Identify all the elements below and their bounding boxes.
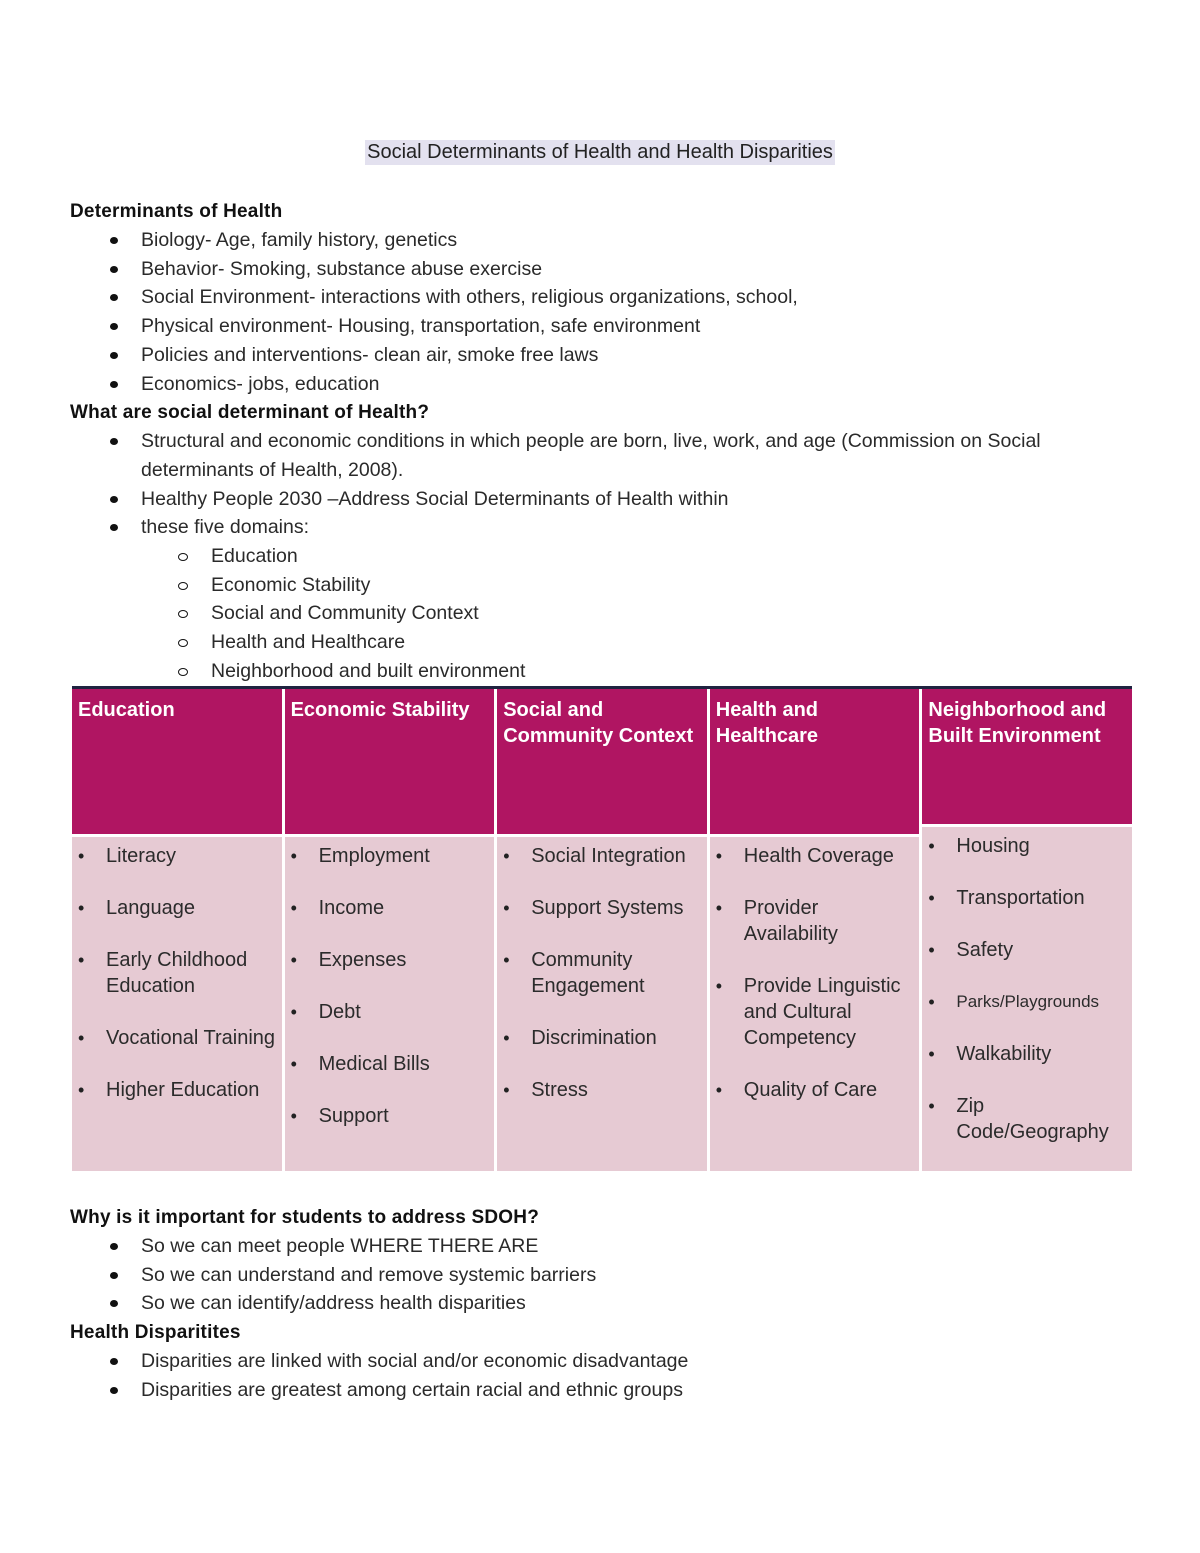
table-item: • Medical Bills xyxy=(289,1051,491,1077)
table-item: • Language xyxy=(76,895,278,921)
list-item: Health and Healthcare xyxy=(70,628,1140,657)
column-body xyxy=(922,827,1132,1171)
table-item: • Health Coverage xyxy=(714,843,916,869)
list-item: Behavior- Smoking, substance abuse exercise xyxy=(70,255,1140,284)
list-item: Neighborhood and built environment xyxy=(70,657,1140,686)
table-item: • Employment xyxy=(289,843,491,869)
list-item: these five domains: xyxy=(70,513,1140,542)
list-item: Economic Stability xyxy=(70,571,1140,600)
table-item: • Higher Education xyxy=(76,1077,278,1103)
list-item: Education xyxy=(70,542,1140,571)
list-item: Policies and interventions- clean air, smoke free laws xyxy=(70,341,1140,370)
list-item: Biology- Age, family history, genetics xyxy=(70,226,1140,255)
bullet-list xyxy=(70,427,1140,542)
determinants-section xyxy=(70,197,1140,686)
list-item: Disparities are linked with social and/or economic disadvantage xyxy=(70,1347,1140,1376)
column-header: Health and Healthcare xyxy=(710,689,920,834)
column-economic-stability xyxy=(285,689,495,1171)
section-heading: What are social determinant of Health? xyxy=(70,402,430,424)
table-item: • Literacy xyxy=(76,843,278,869)
bullet-list xyxy=(70,1232,1140,1318)
column-body xyxy=(285,837,495,1171)
page-title: Social Determinants of Health and Health Disparities xyxy=(367,141,833,163)
column-body xyxy=(497,837,707,1171)
table-item: • Provide Linguistic and Cultural Competency xyxy=(714,973,916,1051)
list-item: Disparities are greatest among certain racial and ethnic groups xyxy=(70,1376,1140,1405)
table-item: • Zip Code/Geography xyxy=(926,1093,1128,1145)
table-item: • Discrimination xyxy=(501,1025,703,1051)
table-item: • Parks/Playgrounds xyxy=(926,989,1128,1015)
table-item: • Transportation xyxy=(926,885,1128,911)
table-item: • Early Childhood Education xyxy=(76,947,278,999)
list-item: Social and Community Context xyxy=(70,599,1140,628)
column-body xyxy=(710,837,920,1171)
table-item: • Expenses xyxy=(289,947,491,973)
list-item: Physical environment- Housing, transportation, safe environment xyxy=(70,312,1140,341)
table-item: • Housing xyxy=(926,833,1128,859)
sdoh-table xyxy=(72,686,1132,1171)
table-item: • Community Engagement xyxy=(501,947,703,999)
table-item: • Provider Availability xyxy=(714,895,916,947)
list-item: Healthy People 2030 –Address Social Determinants of Health within xyxy=(70,485,1140,514)
column-education xyxy=(72,689,282,1171)
table-item: • Stress xyxy=(501,1077,703,1103)
section-heading: Why is it important for students to address SDOH? xyxy=(70,1207,540,1228)
table-item: • Vocational Training xyxy=(76,1025,278,1051)
list-item: So we can understand and remove systemic barriers xyxy=(70,1261,1140,1290)
table-item: • Debt xyxy=(289,999,491,1025)
column-body xyxy=(72,837,282,1171)
bullet-list xyxy=(70,1347,1140,1404)
table-item: • Quality of Care xyxy=(714,1077,916,1103)
list-item: So we can meet people WHERE THERE ARE xyxy=(70,1232,1140,1261)
column-header: Neighborhood and Built Environment xyxy=(922,689,1132,824)
section-heading: Determinants of Health xyxy=(70,201,283,222)
list-item: Structural and economic conditions in which people are born, live, work, and age (Commission on Social determinants of Health, 2008). xyxy=(70,427,1140,484)
column-health-healthcare xyxy=(710,689,920,1171)
table-item: • Walkability xyxy=(926,1041,1128,1067)
column-social-community xyxy=(497,689,707,1171)
bullet-list xyxy=(70,226,1140,398)
section-heading: Health Disparitites xyxy=(70,1322,241,1344)
list-item: So we can identify/address health disparities xyxy=(70,1289,1140,1318)
column-header: Social and Community Context xyxy=(497,689,707,834)
column-header: Education xyxy=(72,689,282,834)
list-item: Economics- jobs, education xyxy=(70,370,1140,399)
domain-list xyxy=(70,542,1140,686)
table-item: • Support Systems xyxy=(501,895,703,921)
table-item: • Safety xyxy=(926,937,1128,963)
why-section xyxy=(70,1203,1140,1405)
title-wrap xyxy=(0,140,1200,165)
column-neighborhood xyxy=(922,689,1132,1171)
table-item: • Social Integration xyxy=(501,843,703,869)
table-item: • Income xyxy=(289,895,491,921)
column-header: Economic Stability xyxy=(285,689,495,834)
table-item: • Support xyxy=(289,1103,491,1129)
list-item: Social Environment- interactions with others, religious organizations, school, xyxy=(70,283,1140,312)
